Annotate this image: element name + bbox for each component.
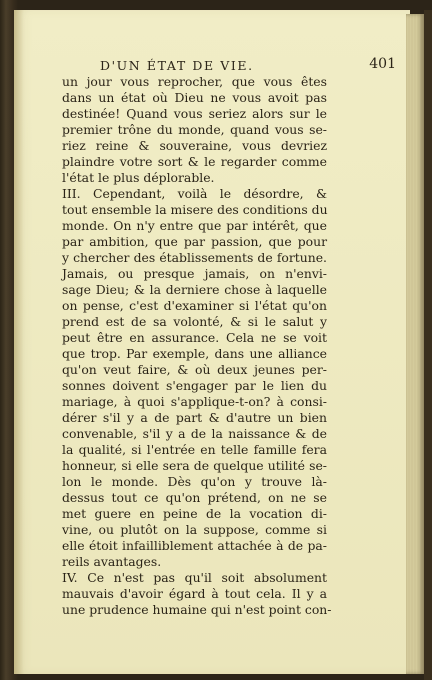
text-line: dessus tout ce qu'on prétend, on ne se [62,490,327,505]
text-line: honneur, si elle sera de quelque utilité se- [62,458,327,473]
text-line: monde. On n'y entre que par intérêt, que [62,218,327,233]
body-text [62,74,332,618]
text-line: Jamais, ou presque jamais, on n'envi- [62,266,327,281]
text-line: qu'on veut faire, & où deux jeunes per- [62,362,327,377]
book-page [14,10,410,674]
text-line: reils avantages. [62,554,162,569]
text-line: riez reine & souveraine, vous devriez [62,138,327,153]
text-line: lon le monde. Dès qu'on y trouve là- [62,474,327,489]
text-line: une prudence humaine qui n'est point con- [62,602,332,617]
page-number: 401 [369,56,396,72]
gutter-shadow [14,10,24,674]
page-header [80,56,404,76]
text-line: destinée! Quand vous seriez alors sur le [62,106,327,121]
text-line: un jour vous reprocher, que vous êtes [62,74,327,89]
text-line: dérer s'il y a de part & d'autre un bien [62,410,327,425]
text-line: dans un état où Dieu ne vous avoit pas [62,90,327,105]
text-line: mauvais d'avoir égard à tout cela. Il y a [62,586,327,601]
text-line: tout ensemble la misere des conditions du [62,202,328,217]
text-line: sage Dieu; & la derniere chose à laquelle [62,282,327,297]
text-line: la qualité, si l'entrée en telle famille fera [62,442,327,457]
running-title: D'UN ÉTAT DE VIE. [100,58,254,73]
text-line: prend est de sa volonté, & si le salut y [62,314,327,329]
text-line: par ambition, que par passion, que pour [62,234,327,249]
text-line: elle étoit infailliblement attachée à de pa- [62,538,327,553]
text-line: vine, ou plutôt on la suppose, comme si [62,522,327,537]
text-line: on pense, c'est d'examiner si l'état qu'on [62,298,327,313]
page-fore-edge [406,14,424,674]
text-line: y chercher des établissements de fortune. [62,250,327,265]
text-line: l'état le plus déplorable. [62,170,215,185]
text-line: plaindre votre sort & le regarder comme [62,154,327,169]
text-line: convenable, s'il y a de la naissance & de [62,426,327,441]
book-edge-shadow [424,10,432,680]
text-line: mariage, à quoi s'applique-t-on? à consi- [62,394,327,409]
text-line: premier trône du monde, quand vous se- [62,122,327,137]
text-line: sonnes doivent s'engager par le lien du [62,378,327,393]
text-line: IV. Ce n'est pas qu'il soit absolument [62,570,327,585]
text-line: met guere en peine de la vocation di- [62,506,327,521]
text-line: que trop. Par exemple, dans une alliance [62,346,327,361]
text-line: III. Cependant, voilà le désordre, & [62,186,327,201]
text-line: peut être en assurance. Cela ne se voit [62,330,327,345]
